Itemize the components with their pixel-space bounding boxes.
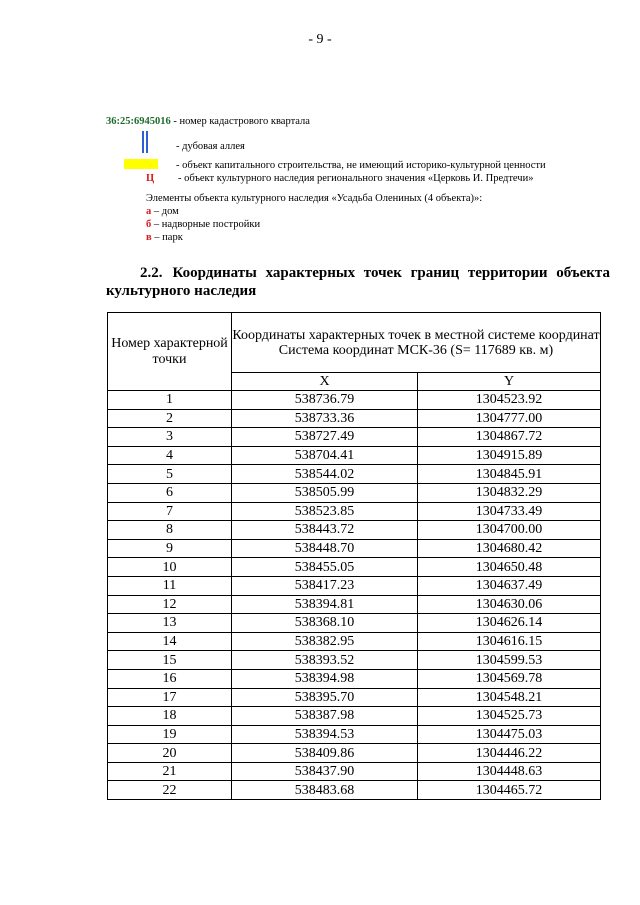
- table-row: [108, 391, 601, 410]
- x-coordinate-cell: 538395.70: [232, 688, 418, 707]
- element-text: – дом: [151, 206, 179, 217]
- oak-alley-symbol-icon: [142, 131, 150, 153]
- x-coordinate-cell: 538727.49: [232, 428, 418, 447]
- section-heading: [106, 264, 610, 300]
- point-number-cell: 8: [108, 521, 232, 540]
- y-coordinate-cell: 1304680.42: [418, 539, 601, 558]
- legend-element-item: [146, 231, 183, 244]
- legend-elements-title: Элементы объекта культурного наследия «Усадьба Олениных (4 объекта)»:: [146, 193, 483, 204]
- legend-capital-text: - объект капитального строительства, не имеющий историко-культурной ценности: [176, 160, 546, 171]
- point-number-header: Номер характерной точки: [108, 313, 232, 391]
- y-column-header: Y: [418, 373, 601, 391]
- section-number: 2.2.: [140, 265, 163, 281]
- y-coordinate-cell: 1304446.22: [418, 744, 601, 763]
- element-text: – надворные постройки: [151, 219, 261, 230]
- y-coordinate-cell: 1304569.78: [418, 669, 601, 688]
- point-number-cell: 2: [108, 409, 232, 428]
- table-row: [108, 483, 601, 502]
- point-number-cell: 22: [108, 781, 232, 800]
- table-row: [108, 651, 601, 670]
- point-number-cell: 13: [108, 614, 232, 633]
- point-number-cell: 17: [108, 688, 232, 707]
- table-row: [108, 762, 601, 781]
- y-coordinate-cell: 1304700.00: [418, 521, 601, 540]
- x-coordinate-cell: 538448.70: [232, 539, 418, 558]
- x-coordinate-cell: 538394.81: [232, 595, 418, 614]
- y-coordinate-cell: 1304915.89: [418, 446, 601, 465]
- y-coordinate-cell: 1304867.72: [418, 428, 601, 447]
- point-number-cell: 11: [108, 576, 232, 595]
- point-number-cell: 19: [108, 725, 232, 744]
- y-coordinate-cell: 1304475.03: [418, 725, 601, 744]
- point-number-cell: 6: [108, 483, 232, 502]
- page-number: - 9 -: [308, 32, 332, 47]
- y-coordinate-cell: 1304733.49: [418, 502, 601, 521]
- point-number-cell: 16: [108, 669, 232, 688]
- table-row: [108, 465, 601, 484]
- y-coordinate-cell: 1304650.48: [418, 558, 601, 577]
- table-row: [108, 502, 601, 521]
- coordinates-header: [232, 313, 601, 373]
- x-coordinate-cell: 538437.90: [232, 762, 418, 781]
- x-coordinate-cell: 538733.36: [232, 409, 418, 428]
- table-row: [108, 521, 601, 540]
- table-row: [108, 576, 601, 595]
- x-coordinate-cell: 538417.23: [232, 576, 418, 595]
- table-row: [108, 669, 601, 688]
- table-row: [108, 725, 601, 744]
- legend-church-text: - объект культурного наследия регионального значения «Церковь И. Предтечи»: [178, 173, 534, 184]
- point-number-cell: 4: [108, 446, 232, 465]
- cadastral-code: 36:25:6945016: [106, 116, 171, 127]
- point-number-cell: 14: [108, 632, 232, 651]
- point-number-cell: 9: [108, 539, 232, 558]
- cadastral-text: - номер кадастрового квартала: [170, 116, 310, 127]
- x-coordinate-cell: 538393.52: [232, 651, 418, 670]
- x-coordinate-cell: 538443.72: [232, 521, 418, 540]
- y-coordinate-cell: 1304626.14: [418, 614, 601, 633]
- x-coordinate-cell: 538523.85: [232, 502, 418, 521]
- section-title: Координаты характерных точек границ территории объекта культурного наследия: [106, 265, 610, 299]
- legend-element-item: [146, 218, 260, 231]
- y-coordinate-cell: 1304548.21: [418, 688, 601, 707]
- x-coordinate-cell: 538736.79: [232, 391, 418, 410]
- table-row: [108, 614, 601, 633]
- x-coordinate-cell: 538394.53: [232, 725, 418, 744]
- legend-cadastral: [106, 115, 310, 128]
- x-coordinate-cell: 538544.02: [232, 465, 418, 484]
- x-coordinate-cell: 538505.99: [232, 483, 418, 502]
- element-letter: а: [146, 206, 152, 217]
- y-coordinate-cell: 1304525.73: [418, 707, 601, 726]
- point-number-cell: 21: [108, 762, 232, 781]
- x-coordinate-cell: 538394.98: [232, 669, 418, 688]
- y-coordinate-cell: 1304832.29: [418, 483, 601, 502]
- y-coordinate-cell: 1304599.53: [418, 651, 601, 670]
- y-coordinate-cell: 1304448.63: [418, 762, 601, 781]
- point-number-cell: 18: [108, 707, 232, 726]
- table-row: [108, 446, 601, 465]
- y-coordinate-cell: 1304465.72: [418, 781, 601, 800]
- table-row: [108, 409, 601, 428]
- x-coordinate-cell: 538409.86: [232, 744, 418, 763]
- table-row: [108, 688, 601, 707]
- table-row: [108, 707, 601, 726]
- capital-building-symbol-icon: [124, 159, 158, 169]
- coordinates-table-body: [108, 391, 601, 800]
- element-letter: б: [146, 219, 152, 230]
- x-column-header: X: [232, 373, 418, 391]
- point-number-cell: 7: [108, 502, 232, 521]
- y-coordinate-cell: 1304630.06: [418, 595, 601, 614]
- x-coordinate-cell: 538483.68: [232, 781, 418, 800]
- y-coordinate-cell: 1304777.00: [418, 409, 601, 428]
- y-coordinate-cell: 1304845.91: [418, 465, 601, 484]
- x-coordinate-cell: 538382.95: [232, 632, 418, 651]
- x-coordinate-cell: 538704.41: [232, 446, 418, 465]
- element-text: – парк: [151, 232, 183, 243]
- point-number-cell: 20: [108, 744, 232, 763]
- point-number-cell: 5: [108, 465, 232, 484]
- table-row: [108, 595, 601, 614]
- table-row: [108, 744, 601, 763]
- x-coordinate-cell: 538455.05: [232, 558, 418, 577]
- x-coordinate-cell: 538387.98: [232, 707, 418, 726]
- legend-element-item: [146, 205, 179, 218]
- table-row: [108, 632, 601, 651]
- church-letter-symbol: Ц: [146, 173, 155, 184]
- y-coordinate-cell: 1304616.15: [418, 632, 601, 651]
- legend-alley-text: - дубовая аллея: [176, 141, 245, 152]
- y-coordinate-cell: 1304637.49: [418, 576, 601, 595]
- coordinates-header-line2: Система координат МСК-36 (S= 117689 кв. м): [278, 342, 554, 358]
- table-row: [108, 781, 601, 800]
- coordinates-table: [107, 312, 601, 800]
- point-number-cell: 15: [108, 651, 232, 670]
- y-coordinate-cell: 1304523.92: [418, 391, 601, 410]
- point-number-cell: 10: [108, 558, 232, 577]
- table-row: [108, 428, 601, 447]
- point-number-cell: 12: [108, 595, 232, 614]
- element-letter: в: [146, 232, 152, 243]
- x-coordinate-cell: 538368.10: [232, 614, 418, 633]
- point-number-cell: 3: [108, 428, 232, 447]
- table-row: [108, 539, 601, 558]
- table-row: [108, 558, 601, 577]
- coordinates-header-line1: Координаты характерных точек в местной системе координат: [232, 327, 600, 343]
- point-number-cell: 1: [108, 391, 232, 410]
